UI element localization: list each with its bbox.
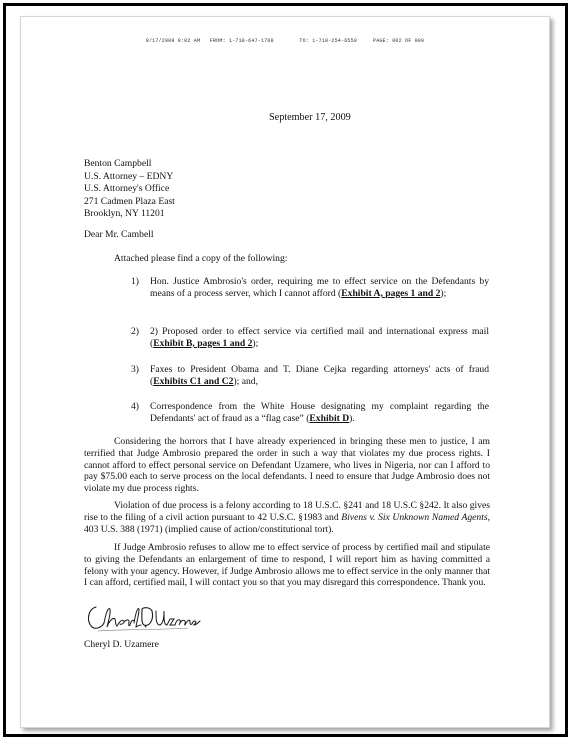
case-citation: Bivens v. Six Unknown Named Agents: [341, 511, 488, 523]
paragraph-text: If Judge Ambrosio refuses to allow me to effect service of process by certified mail and stipulate to giving the Defendants an enlargement of time to respond, I will report him as having committed a felony with your agency. However, if Judge Ambrosio allows me to effect service in the only manner that I can afford, certified mail, I will contact you so that you may disregard this correspondence. Thank you.: [84, 542, 490, 589]
list-item: [131, 401, 489, 425]
list-body: Faxes to President Obama and T. Diane Cejka regarding attorneys' acts of fraud (: [150, 364, 489, 387]
list-body: 2) Proposed order to effect service via certified mail and international express mail (: [150, 326, 489, 349]
address-line: U.S. Attorney's Office: [84, 183, 170, 195]
signer-name: Cheryl D. Uzamere: [84, 639, 159, 650]
recipient-address: [84, 158, 175, 221]
list-text: [150, 364, 489, 388]
letter-page: [20, 16, 550, 728]
address-line: Benton Campbell: [84, 158, 152, 169]
list-suffix: ).: [349, 412, 355, 424]
address-line: Brooklyn, NY 11201: [84, 208, 165, 220]
salutation: Dear Mr. Cambell: [84, 229, 154, 240]
list-body: Hon. Justice Ambrosio's order, requiring me to effect service on the Defendants by means of a process server, which I cannot afford (: [150, 276, 489, 299]
body-paragraph: [84, 500, 490, 535]
list-text: [150, 276, 489, 300]
list-number: 3): [131, 364, 139, 375]
list-item: [131, 276, 489, 300]
list-body: Correspondence from the White House designating my complaint regarding the Defendants' act of fraud as a “flag case” (: [150, 401, 489, 424]
exhibit-reference: Exhibit B, pages 1 and 2: [153, 337, 253, 349]
paragraph-text: , 403 U.S. 388 (1971) (implied cause of action/constitutional tort).: [84, 511, 490, 535]
handwritten-signature: [84, 601, 204, 633]
list-number: 1): [131, 276, 139, 287]
list-suffix: ); and,: [233, 375, 258, 387]
paragraph-text: Violation of due process is a felony according to 18 U.S.C. §241 and 18 U.S.C §242. It also gives rise to the filing of a civil action pursuant to 42 U.S.C. §1983 and: [84, 500, 490, 523]
intro-line: Attached please find a copy of the following:: [114, 253, 288, 264]
list-item: [131, 364, 489, 388]
body-paragraph: [84, 542, 490, 589]
exhibit-reference: Exhibit D: [309, 412, 350, 424]
list-text: [150, 326, 489, 350]
address-line: 271 Cadmen Plaza East: [84, 195, 175, 207]
exhibit-reference: Exhibits C1 and C2: [153, 375, 234, 387]
image-frame: [3, 3, 568, 737]
list-text: [150, 401, 489, 425]
list-suffix: );: [252, 337, 259, 349]
list-suffix: );: [440, 287, 447, 299]
letter-date: September 17, 2009: [269, 112, 351, 123]
list-item: [131, 326, 489, 350]
list-number: 4): [131, 401, 139, 412]
fax-header: 9/17/2009 9:02 AM FROM: 1-718-647-1708 TO: 1-718-254-6550 PAGE: 002 OF 009: [145, 38, 425, 44]
paragraph-text: Considering the horrors that I have already experienced in bringing these men to justice, I am terrified that Judge Ambrosio prepared the order in such a way that violates my due process rights. I cannot afford to effect personal service on Defendant Uzamere, who lives in Nigeria, nor can I afford to pay $75.00 each to serve process on the local defendants. I need to ensure that Judge Ambrosio does not violate my due process rights.: [84, 436, 490, 495]
exhibit-reference: Exhibit A, pages 1 and 2: [341, 287, 441, 299]
body-paragraph: [84, 436, 490, 495]
address-line: U.S. Attorney – EDNY: [84, 170, 174, 182]
list-number: 2): [131, 326, 139, 337]
